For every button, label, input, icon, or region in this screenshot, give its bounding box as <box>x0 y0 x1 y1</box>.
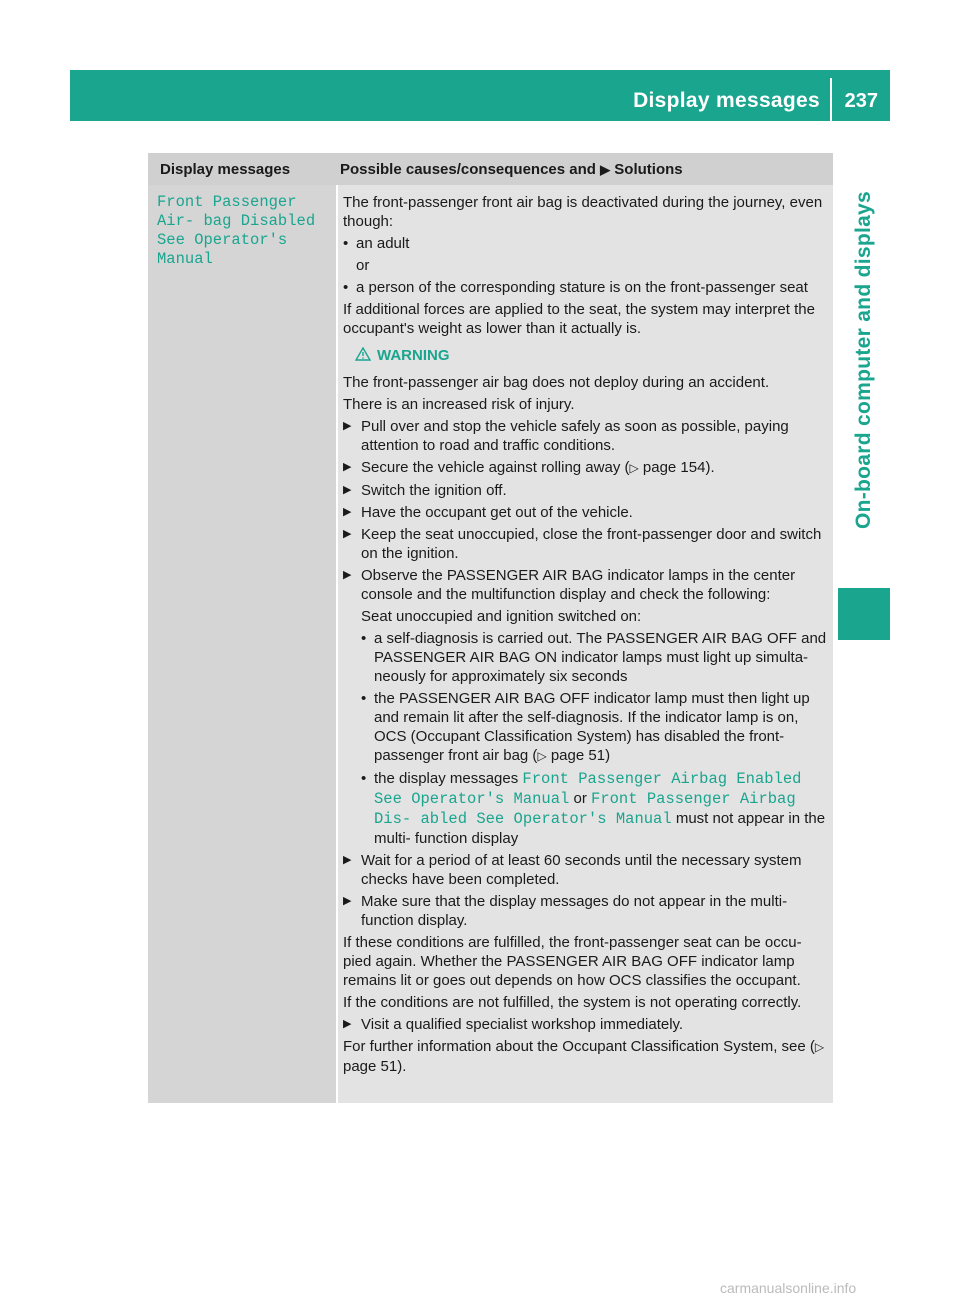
page-ref-icon: ▷ <box>537 749 547 763</box>
display-messages-table <box>148 153 833 1103</box>
not-fulfilled-text: If the conditions are not fulfilled, the system is not operating correctly. <box>343 994 802 1011</box>
causes-solutions-cell <box>343 193 830 1079</box>
col-header-causes: Possible causes/consequences and ▶ Solutions <box>340 153 683 187</box>
instruction-step: ▶ Observe the PASSENGER AIR BAG indicator lamps in the center console and the multifunction display and check the following: <box>343 566 830 604</box>
list-item: • a self-diagnosis is carried out. The PASSENGER AIR BAG OFF and PASSENGER AIR BAG ON indicator lamps must light up simulta- neously for approximately six seconds <box>361 629 830 686</box>
table-header-row <box>148 153 833 185</box>
column-divider <box>336 185 338 1103</box>
list-item: • the display messages Front Passenger Airbag Enabled See Operator's Manual or Front Passenger Airbag Dis‐ abled See Operator's Manual must not appear in the multi- function display <box>361 769 830 848</box>
instruction-step: ▶ Visit a qualified specialist workshop immediately. <box>343 1015 830 1034</box>
list-item: • an adult <box>343 234 830 253</box>
instruction-step: ▶ Make sure that the display messages do not appear in the multi- function display. <box>343 892 830 930</box>
list-item: • a person of the corresponding stature is on the front-passenger seat <box>343 278 830 297</box>
instruction-step: ▶ Secure the vehicle against rolling away (▷ page 154). <box>343 458 830 478</box>
col-header-messages: Display messages <box>160 161 291 178</box>
display-message-ref: Front Passenger Airbag Enabled See Operator's Manual <box>374 770 802 808</box>
page-ref-icon: ▷ <box>629 461 639 475</box>
chapter-side-tab <box>838 136 890 584</box>
seat-unoccupied-text: Seat unoccupied and ignition switched on: <box>361 608 642 625</box>
instruction-step: ▶ Have the occupant get out of the vehicle. <box>343 503 830 522</box>
warning-text: There is an increased risk of injury. <box>343 396 575 413</box>
forces-text: If additional forces are applied to the seat, the system may interpret the occupant's weight as lower than it actually is. <box>343 301 815 337</box>
display-message-text: Front Passenger Air‐ bag Disabled See Operator's Manual <box>157 193 316 268</box>
section-title: Display messages <box>633 89 820 112</box>
watermark: carmanualsonline.info <box>720 1280 857 1296</box>
further-info-text: For further information about the Occupant Classification System, see (▷ page 51). <box>343 1038 825 1075</box>
instruction-step: ▶ Switch the ignition off. <box>343 481 830 500</box>
warning-triangle-icon <box>355 347 371 361</box>
intro-text: The front-passenger front air bag is deactivated during the journey, even though: <box>343 194 823 230</box>
instruction-step: ▶ Pull over and stop the vehicle safely as soon as possible, paying attention to road and traffic conditions. <box>343 417 830 455</box>
page-ref-icon: ▷ <box>814 1040 825 1054</box>
header-divider <box>830 78 832 121</box>
instruction-step: ▶ Keep the seat unoccupied, close the front-passenger door and switch on the ignition. <box>343 525 830 563</box>
instruction-step: ▶ Wait for a period of at least 60 seconds until the necessary system checks have been completed. <box>343 851 830 889</box>
warning-text: The front-passenger air bag does not deploy during an accident. <box>343 374 770 391</box>
warning-heading: WARNING <box>355 346 830 365</box>
fulfilled-text: If these conditions are fulfilled, the front-passenger seat can be occu- pied again. Whether the PASSENGER AIR BAG OFF indicator lamp remains lit or goes out depends on how OCS classifies the occupant. <box>343 934 802 989</box>
chapter-marker-block <box>838 588 890 640</box>
page-number: 237 <box>844 90 878 112</box>
or-text: or <box>356 257 370 274</box>
chapter-label: On-board computer and displays <box>852 190 875 530</box>
message-column <box>148 185 336 1103</box>
action-arrow-icon: ▶ <box>600 162 611 177</box>
list-item: • the PASSENGER AIR BAG OFF indicator lamp must then light up and remain lit after the self-diagnosis. If the indicator lamp is on, OCS (Occupant Classification System) has disabled the front- passenger front air bag (▷ page 51) <box>361 689 830 766</box>
display-message-ref: Front Passenger Airbag Dis‐ abled See Operator's Manual <box>374 790 796 828</box>
page-header-bar <box>70 70 890 121</box>
